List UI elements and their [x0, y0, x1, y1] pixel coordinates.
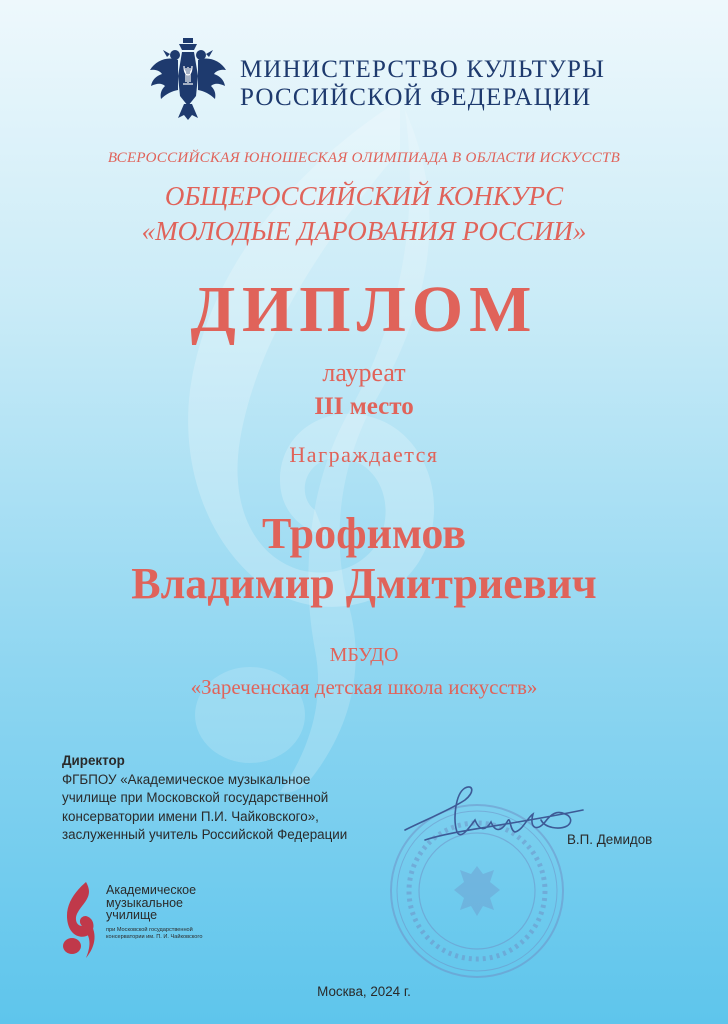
signatory-line-4: заслуженный учитель Российской Федерации: [62, 827, 348, 842]
signatory-line-2: училище при Московской государственной: [62, 790, 329, 805]
recipient-given-names: Владимир Дмитриевич: [131, 559, 597, 608]
contest-title-line-2: «МОЛОДЫЕ ДАРОВАНИЯ РОССИИ»: [141, 216, 587, 246]
place-award: III место: [314, 393, 414, 420]
signatory-block: [62, 752, 347, 845]
olympiad-title: ВСЕРОССИЙСКАЯ ЮНОШЕСКАЯ ОЛИМПИАДА В ОБЛАСТИ ИСКУССТВ: [107, 150, 621, 166]
signatory-line-3: консерватории имени П.И. Чайковского»,: [62, 808, 319, 824]
awarded-label: Награждается: [289, 442, 439, 467]
organization-abbr: МБУДО: [329, 644, 399, 666]
logo-sub-1: при Московской государственной: [106, 926, 193, 933]
contest-title-line-1: ОБЩЕРОССИЙСКИЙ КОНКУРС: [164, 181, 564, 211]
college-logo-text: [106, 884, 202, 942]
double-headed-eagle-icon: [148, 36, 228, 120]
diploma-title: ДИПЛОМ: [190, 273, 538, 346]
logo-line-2: музыкальное: [106, 895, 184, 910]
laureate-status: лауреат: [322, 358, 406, 387]
logo-sub-2: консерватории им. П. И. Чайковского: [106, 934, 203, 940]
place-and-year: Москва, 2024 г.: [317, 984, 411, 999]
logo-line-1: Академическое: [106, 883, 197, 897]
treble-clef-flame-logo: [58, 880, 104, 960]
handwritten-signature: [395, 770, 595, 865]
ministry-line-2: РОССИЙСКОЙ ФЕДЕРАЦИИ: [240, 84, 592, 111]
signatory-title: Директор: [62, 753, 125, 768]
organization-name: «Зареченская детская школа искусств»: [190, 675, 538, 699]
logo-line-3: училище: [106, 908, 158, 922]
ministry-name: [240, 56, 605, 112]
signatory-line-1: ФГБПОУ «Академическое музыкальное: [62, 771, 311, 787]
signatory-name: В.П. Демидов: [567, 832, 653, 847]
recipient-surname: Трофимов: [262, 509, 466, 558]
ministry-line-1: МИНИСТЕРСТВО КУЛЬТУРЫ: [240, 56, 606, 83]
